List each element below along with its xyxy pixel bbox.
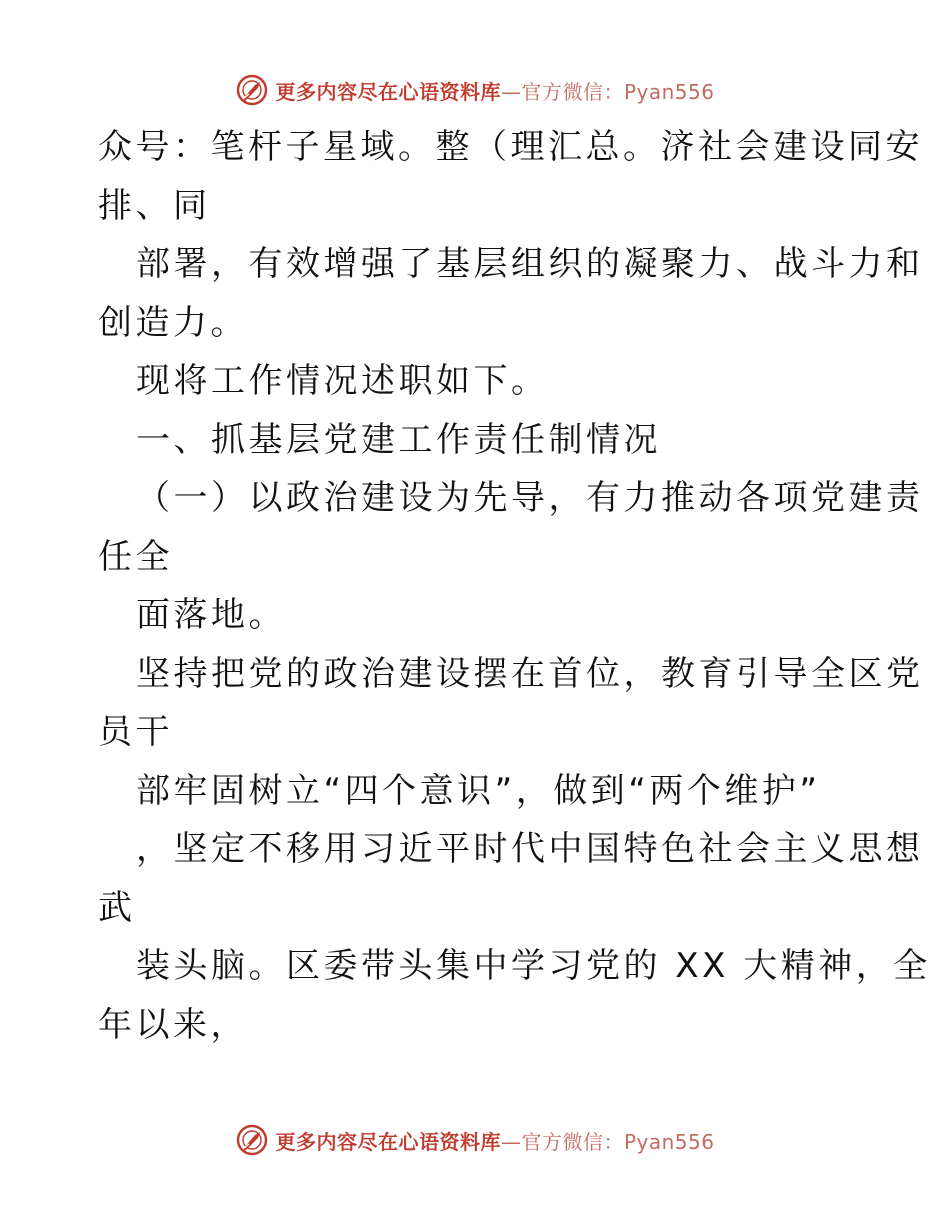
text-line: 装头脑。区委带头集中学习党的 XX 大精神，全	[136, 946, 931, 986]
text-line: 一、抓基层党建工作责任制情况	[136, 419, 661, 460]
text-line: 武	[98, 887, 136, 928]
text-line: ，坚定不移用习近平时代中国特色社会主义思想	[136, 829, 924, 869]
document-body	[98, 118, 931, 1054]
text-line: 坚持把党的政治建设摆在首位，教育引导全区党	[136, 653, 924, 694]
watermark-text	[275, 76, 714, 105]
text-line: 部署，有效增强了基层组织的凝聚力、战斗力和	[136, 244, 924, 284]
watermark-brand: 更多内容尽在心语资料库	[275, 79, 501, 104]
text-line: 创造力。	[98, 302, 248, 343]
text-line: 面落地。	[136, 595, 286, 635]
watermark-separator: —	[500, 79, 522, 104]
text-line: 众号：笔杆子星域。整（理汇总。济社会建设同安	[98, 127, 923, 167]
text-line: 年以来，	[98, 1004, 248, 1045]
watermark-wechat: 官方微信：Pyan556	[521, 1129, 715, 1154]
watermark-text	[275, 1126, 714, 1155]
footer-watermark	[0, 1120, 950, 1160]
watermark-wechat: 官方微信：Pyan556	[521, 79, 715, 104]
text-line: 现将工作情况述职如下。	[136, 361, 549, 401]
pen-nib-logo-icon	[235, 1123, 269, 1157]
text-line: 员干	[98, 712, 173, 752]
watermark-separator: —	[500, 1129, 522, 1154]
text-line: （一）以政治建设为先导，有力推动各项党建责	[136, 478, 924, 518]
text-line: 排、同	[98, 185, 211, 226]
pen-nib-logo-icon	[235, 73, 269, 107]
header-watermark	[0, 70, 950, 110]
watermark-brand: 更多内容尽在心语资料库	[275, 1129, 501, 1154]
text-line: 部牢固树立“四个意识”，做到“两个维护”	[136, 770, 821, 811]
text-line: 任全	[98, 536, 173, 577]
